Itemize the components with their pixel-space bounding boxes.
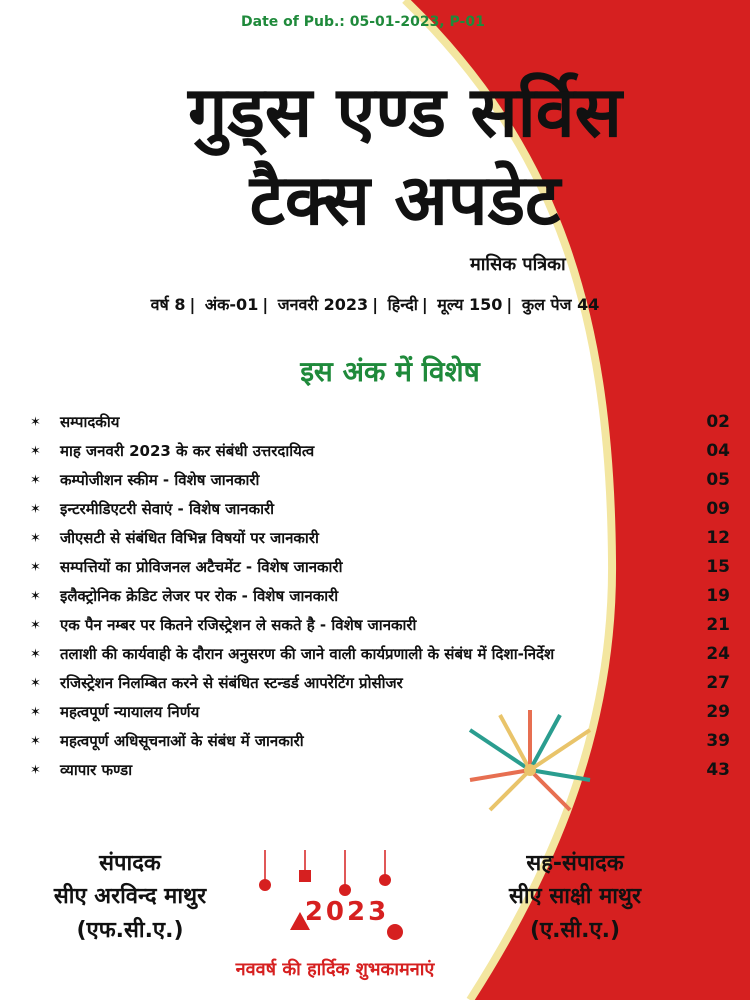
star-bullet-icon: ✶ <box>30 618 41 633</box>
star-bullet-icon: ✶ <box>30 676 41 691</box>
meta-issue: अंक-01 <box>204 295 259 314</box>
toc-item-title: सम्पादकीय <box>60 413 120 431</box>
star-bullet-icon: ✶ <box>30 763 41 778</box>
toc-item <box>30 437 730 466</box>
toc-item-page: 02 <box>706 412 730 432</box>
toc-item-page: 27 <box>706 673 730 693</box>
toc-item-page: 15 <box>706 557 730 577</box>
toc-item <box>30 756 730 785</box>
meta-pages: कुल पेज 44 <box>521 295 600 314</box>
publication-date: Date of Pub.: 05-01-2023, P-01 <box>241 14 485 30</box>
toc-item-title: महत्वपूर्ण न्यायालय निर्णय <box>60 703 200 721</box>
star-bullet-icon: ✶ <box>30 589 41 604</box>
toc-item <box>30 698 730 727</box>
magazine-title-line-2: टैक्स अपडेट <box>249 159 561 241</box>
toc-item-title: महत्वपूर्ण अधिसूचनाओं के संबंध में जानकारी <box>60 732 304 750</box>
toc-item <box>30 640 730 669</box>
meta-month: जनवरी 2023 <box>277 295 369 314</box>
toc-item <box>30 408 730 437</box>
toc-item <box>30 524 730 553</box>
toc-item-title: कम्पोजीशन स्कीम - विशेष जानकारी <box>60 471 260 489</box>
toc-item-title: तलाशी की कार्यवाही के दौरान अनुसरण की जाने वाली कार्यप्रणाली के संबंध में दिशा-निर्देश <box>60 645 555 663</box>
toc-item-title: व्यापार फण्डा <box>60 761 133 779</box>
toc-item-title: सम्पत्तियों का प्रोविजनल अटैचमेंट - विशेष जानकारी <box>60 558 343 576</box>
star-bullet-icon: ✶ <box>30 502 41 517</box>
star-bullet-icon: ✶ <box>30 734 41 749</box>
meta-language: हिन्दी <box>387 295 418 314</box>
toc-item-title: रजिस्ट्रेशन निलम्बित करने से संबंधित स्टन्डर्ड आपरेटिंग प्रोसीजर <box>60 674 403 692</box>
toc-item <box>30 466 730 495</box>
co-editor-role: सह-संपादक <box>526 851 624 876</box>
toc-item-title: एक पैन नम्बर पर कितने रजिस्ट्रेशन ले सकते है - विशेष जानकारी <box>60 616 417 634</box>
editor-role: संपादक <box>99 851 161 876</box>
toc-item-page: 39 <box>706 731 730 751</box>
toc-item-page: 43 <box>706 760 730 780</box>
star-bullet-icon: ✶ <box>30 647 41 662</box>
toc-item <box>30 495 730 524</box>
toc-item <box>30 727 730 756</box>
table-of-contents <box>30 408 730 785</box>
toc-item-page: 19 <box>706 586 730 606</box>
co-editor-block <box>425 848 725 948</box>
star-bullet-icon: ✶ <box>30 444 41 459</box>
editor-qualification: (एफ.सी.ए.) <box>76 918 184 943</box>
contents-heading: इस अंक में विशेष <box>300 355 480 388</box>
star-bullet-icon: ✶ <box>30 705 41 720</box>
toc-item-title: इलैक्ट्रोनिक क्रेडिट लेजर पर रोक - विशेष जानकारी <box>60 587 339 605</box>
meta-price: मूल्य 150 <box>437 295 503 314</box>
magazine-title-line-1: गुड्स एण्ड सर्विस <box>187 71 623 153</box>
toc-item <box>30 669 730 698</box>
star-bullet-icon: ✶ <box>30 531 41 546</box>
star-bullet-icon: ✶ <box>30 473 41 488</box>
toc-item-page: 05 <box>706 470 730 490</box>
toc-item <box>30 611 730 640</box>
editor-block <box>10 848 250 948</box>
issue-meta: वर्ष 8 | अंक-01 | जनवरी 2023 | हिन्दी | मूल्य 150 | कुल पेज 44 <box>150 295 600 314</box>
toc-item-page: 04 <box>706 441 730 461</box>
new-year-number: 2023 <box>304 897 390 927</box>
toc-item-title: माह जनवरी 2023 के कर संबंधी उत्तरदायित्व <box>60 442 315 460</box>
meta-year: वर्ष 8 <box>150 295 186 314</box>
new-year-greeting: नववर्ष की हार्दिक शुभकामनाएं <box>235 959 435 980</box>
toc-item-page: 29 <box>706 702 730 722</box>
magazine-subtitle: मासिक पत्रिका <box>470 254 566 275</box>
co-editor-qualification: (ए.सी.ए.) <box>529 918 621 943</box>
toc-item-page: 24 <box>706 644 730 664</box>
star-bullet-icon: ✶ <box>30 415 41 430</box>
toc-item-page: 09 <box>706 499 730 519</box>
toc-item-title: इन्टरमीडिएटरी सेवाएं - विशेष जानकारी <box>60 500 275 518</box>
toc-item <box>30 582 730 611</box>
toc-item-page: 12 <box>706 528 730 548</box>
toc-item-title: जीएसटी से संबंधित विभिन्न विषयों पर जानकारी <box>60 529 319 547</box>
toc-item <box>30 553 730 582</box>
toc-item-page: 21 <box>706 615 730 635</box>
editor-name: सीए अरविन्द माथुर <box>53 884 207 909</box>
co-editor-name: सीए साक्षी माथुर <box>508 884 641 909</box>
star-bullet-icon: ✶ <box>30 560 41 575</box>
